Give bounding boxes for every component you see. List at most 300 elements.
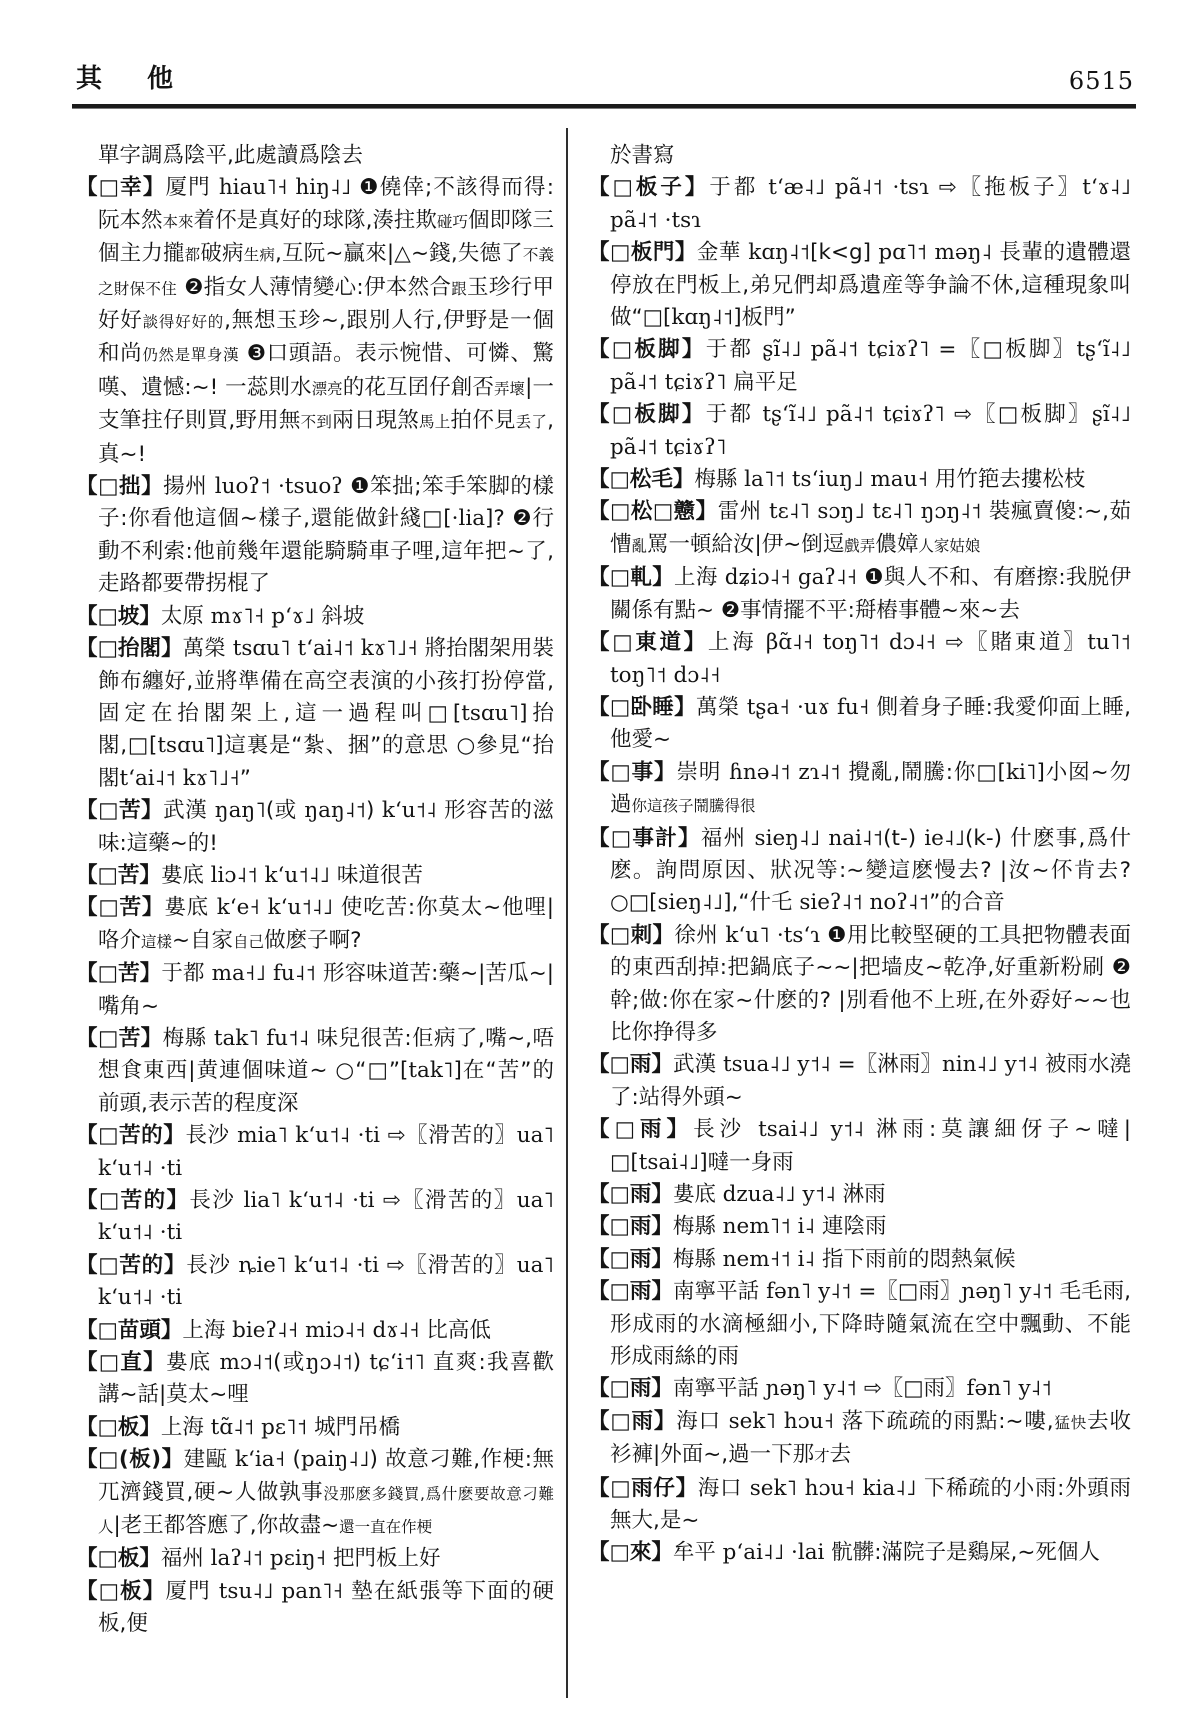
entry-text: 形容味道苦:藥~|苦瓜~|嘴角~ <box>98 961 554 1019</box>
entry-phonetic: βɑ̃˨˧ toŋ˥˦ dɔ˨˧ <box>765 630 946 656</box>
entry-phonetic: ua˥ kʻu˦˨ ·ti <box>98 1123 554 1181</box>
entry-text: ~自家 <box>172 927 234 953</box>
dictionary-entry <box>76 1444 554 1543</box>
entry-text: |一支筆拄仔則買,野用無 <box>98 374 554 434</box>
entry-text: 城門吊橋 <box>314 1414 401 1440</box>
entry-headword: 【□苦的】 <box>76 1123 186 1149</box>
entry-headword: 【□松□戆】 <box>588 499 718 525</box>
entry-headword: 【□抬閣】 <box>76 636 183 662</box>
entry-phonetic: mɔ˨˦ <box>219 1350 274 1376</box>
entry-text: ]這裏是“紮、捆”的意思 ○參見“抬閣 <box>98 733 554 791</box>
entry-phonetic: fən˥ y˨˦ <box>966 1376 1052 1402</box>
entry-text: 儂嫜 <box>875 531 919 557</box>
entry-text: 崇明 <box>676 759 730 785</box>
entry-headword: 【□事】 <box>588 759 677 785</box>
entry-text: 武漢 <box>673 1052 723 1078</box>
entry-text: 雷州 <box>717 499 770 525</box>
entry-text: 長沙 <box>693 1117 759 1143</box>
entry-headword: 【□雨仔】 <box>588 1475 698 1501</box>
entry-text: =〖淋雨〗 <box>837 1052 942 1078</box>
entry-text: ) 故意刁難,作梗:無兀濟錢買,硬~人做孰事 <box>98 1447 554 1505</box>
dictionary-entry <box>76 860 554 892</box>
entry-headword: 【□板脚】 <box>588 402 706 428</box>
entry-continuation-line <box>76 140 554 172</box>
dictionary-entry <box>588 1244 1131 1276</box>
entry-headword: 【□來】 <box>588 1540 673 1566</box>
entry-headword: 【□雨】 <box>588 1279 673 1305</box>
entry-text: 南寧平話 <box>673 1279 767 1305</box>
dictionary-entry <box>76 958 554 1023</box>
entry-gloss-small: 猛快 <box>1053 1413 1088 1432</box>
entry-text: 單字調爲陰平,此處讀爲陰去 <box>98 143 363 168</box>
entry-phonetic: kʻia˧ <box>235 1447 286 1473</box>
entry-text: 的花互囝仔創否 <box>342 374 494 400</box>
entry-phonetic: tʂʻĩ˨˩ pã˨˦ tɕiɤʔ˥ <box>610 337 1131 395</box>
entry-phonetic: paiŋ˨˩ <box>300 1447 370 1473</box>
entry-text: 形容苦的滋味:這藥~的! <box>98 798 554 856</box>
entry-text: (或 <box>273 1350 306 1376</box>
section-title: 其 他 <box>76 64 192 94</box>
entry-gloss-small: 都 <box>184 246 201 265</box>
entry-gloss-small: 才 <box>814 1447 830 1466</box>
dictionary-entry <box>588 496 1131 562</box>
entry-phonetic: ɲəŋ˥ y˨˦ <box>765 1376 864 1402</box>
dictionary-entry <box>588 823 1131 920</box>
entry-phonetic: nem˥˦ i˨ <box>722 1214 822 1240</box>
left-column <box>76 140 554 1641</box>
entry-headword: 【□(板)】 <box>76 1447 184 1473</box>
dictionary-entry <box>588 1179 1131 1211</box>
entry-phonetic: dʑiɔ˨˧ gaʔ˨˧ <box>724 565 865 591</box>
page-header <box>76 58 1134 95</box>
entry-text: 婁底 <box>672 1182 723 1207</box>
entry-phonetic: tu˥˦ toŋ˥˦ dɔ˨˧ <box>610 630 1131 688</box>
dictionary-entry <box>76 1543 554 1575</box>
entry-text: 厦門 <box>165 1578 219 1604</box>
entry-text: 裝瘋賣傻:~,茹慒 <box>610 499 1131 557</box>
entry-headword: 【□苦的】 <box>76 1188 190 1213</box>
entry-headword: 【□刺】 <box>588 922 675 948</box>
entry-text: 味道很苦 <box>336 862 423 888</box>
entry-phonetic: la˥˦ tsʻiuŋ˩ mau˧ <box>744 467 935 493</box>
entry-phonetic: tsua˨˩ y˦˨ <box>723 1052 838 1078</box>
entry-text: ⇨〖滑苦的〗 <box>387 1123 517 1149</box>
entry-phonetic: tsai˨˩ <box>638 1149 700 1175</box>
dictionary-entry <box>76 1315 554 1347</box>
entry-headword: 【□雨】 <box>588 1214 673 1240</box>
entry-phonetic: dzua˨˩ y˦˨ <box>722 1182 843 1207</box>
entry-phonetic: nem˧˦ i˨ <box>722 1246 822 1272</box>
entry-text: 連陰雨 <box>821 1214 887 1240</box>
entry-text: 于都 <box>709 175 769 201</box>
entry-gloss-small: 生病 <box>243 246 276 265</box>
entry-text: 拍伓見 <box>450 408 516 434</box>
entry-headword: 【□雨】 <box>588 1408 677 1434</box>
entry-text: ❸口頭語。表示惋惜、可憐、驚嘆、遺憾:~! 一蕊則水 <box>98 341 554 400</box>
entry-headword: 【□拙】 <box>76 474 164 500</box>
entry-headword: 【□雨】 <box>588 1117 694 1143</box>
dictionary-entry <box>588 920 1131 1050</box>
entry-text: ,無想玉珍~,跟別人行,伊野是一個和尚 <box>98 308 554 367</box>
entry-text: 比高低 <box>426 1317 491 1343</box>
entry-text: 使吃苦:你莫太~他哩|咯介 <box>98 895 554 953</box>
entry-headword: 【□板子】 <box>588 175 710 201</box>
entry-text: 味兒很苦:佢病了,嘴~,唔想食東西|黄連個味道~ ○“□”[ <box>98 1025 554 1084</box>
entry-phonetic: luoʔ˦ ·tsuoʔ <box>214 474 351 500</box>
entry-text: 金華 <box>696 240 749 266</box>
entry-phonetic: tsu˨˩ pan˥˧ <box>218 1578 352 1604</box>
dictionary-entry <box>76 1576 554 1641</box>
dictionary-entry <box>76 795 554 860</box>
right-column <box>588 140 1131 1570</box>
entry-phonetic: tʂa˧ ·uɤ fu˧ <box>746 694 877 720</box>
entry-headword: 【□軋】 <box>588 565 675 591</box>
entry-headword: 【□苦】 <box>76 862 161 888</box>
entry-text: ],“什乇 <box>723 890 800 916</box>
entry-text: 淋雨 <box>842 1182 886 1207</box>
entry-text: =〖□雨〗 <box>858 1279 962 1305</box>
entry-text: ” <box>239 765 251 791</box>
entry-phonetic: lia˥ kʻu˦˨ ·ti <box>243 1188 383 1213</box>
entry-gloss-small: 本來 <box>162 212 194 231</box>
entry-phonetic: sek˥ hɔu˧ kia˨˩ <box>749 1475 924 1501</box>
entry-phonetic: ma˧˩ fu˨˦ <box>211 961 323 987</box>
dictionary-entry <box>76 892 554 958</box>
entry-phonetic: tak˥ <box>408 1058 454 1084</box>
entry-text: 破病 <box>200 241 244 267</box>
entry-text: ❶僥倖;不該得而得:阮本然 <box>98 175 554 233</box>
entry-text: ❶用比較堅硬的工具把物體表面的東西刮掉:把鍋底子~~|把墙皮~乾净,好重新粉刷 ❷幹;做:你在家~什麽的? |別看他不上班,在外孬好~~也比你挣得多 <box>610 922 1131 1045</box>
entry-text: 梅縣 <box>694 467 745 493</box>
entry-text: ]噠一身雨 <box>699 1149 794 1175</box>
entry-text: 梅縣 <box>162 1025 214 1051</box>
dictionary-entry <box>588 399 1131 464</box>
entry-phonetic: sek˥ hɔu˧ <box>728 1408 842 1434</box>
entry-text: ⇨〖賭東道〗 <box>945 630 1088 656</box>
entry-text: 福州 <box>700 825 755 851</box>
entry-text: ”的合音 <box>929 890 1005 916</box>
entry-gloss-small: 還一直在作梗 <box>339 1518 433 1537</box>
entry-headword: 【□事計】 <box>588 825 701 851</box>
entry-text: 被雨水澆了:站得外頭~ <box>610 1052 1131 1110</box>
entry-phonetic: tʂʻĩ˨˩ pã˨˦ tɕiɤʔ˥ <box>762 402 954 428</box>
entry-text: 上海 <box>182 1317 233 1343</box>
entry-phonetic: kʻu˥ ·tsʻɿ <box>725 922 828 948</box>
entry-text: 攪亂,鬧騰:你□[ <box>848 759 1006 785</box>
entry-text: 罵一頓給汝|伊~倒逗 <box>647 531 845 557</box>
dictionary-entry <box>588 1473 1131 1538</box>
entry-phonetic: kɑŋ˨˦ <box>671 305 734 331</box>
entry-gloss-small: 丢了 <box>515 413 548 432</box>
entry-phonetic: kʻe˧ kʻu˦˨˩ <box>216 895 341 921</box>
entry-gloss-small: 亂 <box>631 536 648 555</box>
entry-text: ⇨〖滑苦的〗 <box>386 1252 517 1278</box>
entry-phonetic: pɑ˥˦ məŋ˨ <box>878 240 1000 266</box>
entry-gloss-small: 談得好好的 <box>142 313 225 332</box>
entry-gloss-small: 跟 <box>451 279 468 298</box>
entry-phonetic: tʻæ˨˩ pã˨˦ ·tsɿ <box>768 175 939 201</box>
entry-text: 上海 <box>674 565 725 591</box>
entry-headword: 【□直】 <box>76 1350 166 1376</box>
entry-text: 玉珍行甲好好 <box>98 274 554 334</box>
entry-phonetic: ɲəŋ˥ y˨˦ <box>961 1279 1060 1305</box>
dictionary-entry <box>588 1211 1131 1243</box>
entry-headword: 【□幸】 <box>76 175 166 201</box>
entry-text: ⇨〖滑苦的〗 <box>382 1188 517 1213</box>
entry-text: ]板門” <box>733 305 796 331</box>
entry-phonetic: mia˥ kʻu˦˨ ·ti <box>237 1123 388 1149</box>
entry-text: =〖□板脚〗 <box>938 337 1077 363</box>
entry-headword: 【□雨】 <box>588 1182 673 1207</box>
dictionary-entry <box>588 334 1131 399</box>
entry-headword: 【□板】 <box>76 1578 166 1604</box>
entry-text: 太原 <box>160 603 211 629</box>
entry-text: 扁平足 <box>733 369 798 395</box>
dictionary-entry <box>76 1120 554 1185</box>
entry-text: ,真~! <box>98 408 554 467</box>
entry-gloss-small: 馬上 <box>419 413 451 432</box>
entry-text: 直爽:我喜歡講~話|莫太~哩 <box>98 1350 554 1408</box>
entry-text: 把門板上好 <box>333 1546 441 1572</box>
entry-text: ❶笨拙;笨手笨脚的樣子:你看他這個~樣子,還能做針綫□[ <box>98 474 554 532</box>
entry-text: ⇨〖拖板子〗 <box>938 175 1083 201</box>
dictionary-entry <box>588 464 1131 496</box>
entry-phonetic: fən˥ y˨˦ <box>766 1279 859 1305</box>
entry-text: 海口 <box>697 1475 750 1501</box>
entry-gloss-small: 没那麽多錢買,爲什麽要故意刁難人 <box>98 1484 554 1537</box>
entry-phonetic: ua˥ kʻu˦˨ ·ti <box>98 1188 554 1246</box>
entry-text: 于都 <box>705 402 763 428</box>
entry-phonetic: tsai˨˩ y˦˨ <box>758 1117 876 1143</box>
entry-headword: 【□板】 <box>76 1546 161 1572</box>
entry-text: ❷指女人薄情變心:伊本然合 <box>177 274 452 300</box>
dictionary-entry <box>588 1114 1131 1179</box>
entry-phonetic: kʻu˦˨ <box>381 798 445 824</box>
entry-headword: 【□苦的】 <box>76 1252 187 1278</box>
entry-text: ⇨〖□板脚〗 <box>953 402 1092 428</box>
entry-text: 于都 <box>705 337 763 363</box>
entry-gloss-small: 弄壞 <box>493 379 526 398</box>
entry-text: 于都 <box>161 961 212 987</box>
entry-text: 福州 <box>160 1546 211 1572</box>
entry-text: 將抬閣架用裝飾布纏好,並將準備在高空表演的小孩打扮停當,固定在抬閣架上,這一過程叫□[ <box>98 636 554 726</box>
entry-text: 武漢 <box>163 798 215 824</box>
dictionary-entry <box>76 601 554 633</box>
column-divider <box>566 128 568 1698</box>
dictionary-entry <box>76 1023 554 1120</box>
entry-phonetic: ŋɔ˨˦ <box>305 1350 353 1376</box>
entry-phonetic: laʔ˨˦ pɛiŋ˧ <box>210 1546 333 1572</box>
entry-phonetic: bieʔ˨˧ miɔ˨˧ dɤ˨˧ <box>232 1317 427 1343</box>
dictionary-entry <box>588 1049 1131 1114</box>
entry-text: 長沙 <box>189 1188 244 1213</box>
entry-phonetic: ·lia <box>451 506 486 532</box>
dictionary-entry <box>76 1412 554 1444</box>
entry-phonetic: ki˥ <box>1005 759 1037 785</box>
entry-phonetic: tʻai˨˦ kɤ˥˩˧ <box>119 765 240 791</box>
entry-text: 婁底 <box>164 895 217 921</box>
entry-phonetic: nin˨˩ y˦˨ <box>941 1052 1045 1078</box>
entry-text: 海口 <box>676 1408 729 1434</box>
entry-text: 着伓是真好的球隊,湊拄欺 <box>193 207 437 233</box>
dictionary-entry <box>588 237 1131 334</box>
entry-text: ]小囡~勿過 <box>610 759 1131 818</box>
entry-gloss-small: 不到 <box>300 413 333 432</box>
header-rule <box>72 104 1136 109</box>
entry-text: |老王都答應了,你故盡~ <box>113 1513 340 1539</box>
entry-text: 萬榮 <box>695 694 747 720</box>
entry-text: 揚州 <box>163 474 215 500</box>
dictionary-entry <box>588 627 1131 692</box>
entry-phonetic: tak˥ fu˦˨ <box>213 1025 317 1051</box>
dictionary-entry <box>588 172 1131 237</box>
entry-text: 梅縣 <box>672 1214 723 1240</box>
entry-phonetic: ua˥ kʻu˦˨ ·ti <box>98 1252 555 1311</box>
dictionary-entry <box>588 757 1131 823</box>
entry-phonetic: sieŋ˨˩ nai˨˦ <box>754 825 884 851</box>
entry-text: 骯髒:滿院子是鷄屎,~死個人 <box>831 1540 1100 1566</box>
entry-phonetic: tsɑu˥ <box>157 733 216 759</box>
entry-phonetic: ŋaŋ˥ <box>214 798 266 824</box>
entry-text: 婁底 <box>165 1350 220 1376</box>
dictionary-entry <box>588 1276 1131 1373</box>
entry-gloss-small: 漂亮 <box>311 379 343 398</box>
entry-continuation-line <box>588 140 1131 172</box>
dictionary-entry <box>76 1185 554 1250</box>
entry-headword: 【□松毛】 <box>588 467 695 493</box>
entry-phonetic: tɕʻi˦˥ <box>369 1350 433 1376</box>
entry-headword: 【□坡】 <box>76 603 161 629</box>
entry-text: 斜坡 <box>321 603 365 629</box>
page-number: 6515 <box>1068 67 1134 95</box>
entry-text: 去收衫褲|外面~,過一下那 <box>610 1408 1131 1468</box>
entry-text: 徐州 <box>674 922 726 948</box>
entry-phonetic: hiau˥˧ hiŋ˨˩ <box>218 175 360 201</box>
entry-text: ) <box>366 798 382 824</box>
entry-headword: 【□苗頭】 <box>76 1317 183 1343</box>
entry-text: 個即隊三個主力攏 <box>98 207 554 267</box>
entry-headword: 【□苦】 <box>76 961 162 987</box>
entry-phonetic: mɤ˥˧ pʻɤ˩ <box>210 603 322 629</box>
entry-text: ]在“苦”的前頭,表示苦的程度深 <box>98 1058 554 1116</box>
entry-text: [k<g] <box>810 240 879 266</box>
entry-text: ]抬閣,□[ <box>98 700 554 759</box>
dictionary-entry <box>76 471 554 601</box>
entry-text: 建甌 <box>183 1447 236 1473</box>
entry-text: 於書寫 <box>610 143 675 168</box>
entry-headword: 【□苦】 <box>76 895 165 921</box>
entry-phonetic: ȵie˥ kʻu˦˨ ·ti <box>238 1252 387 1278</box>
entry-text: 長輩的遺體還停放在門板上,弟兄們却爲遺産等争論不休,這種現象叫做“□[ <box>610 240 1131 331</box>
entry-text: ) <box>352 1350 370 1376</box>
entry-headword: 【□板】 <box>76 1414 161 1440</box>
entry-text: 上海 <box>707 630 766 656</box>
entry-text: 落下疏疏的雨點:~嘍, <box>841 1408 1054 1434</box>
entry-gloss-small: 不義之財保不住 <box>98 246 554 298</box>
dictionary-entry <box>588 1373 1131 1405</box>
entry-text: 淋雨:莫讓細伢子~噠|□[ <box>610 1117 1131 1175</box>
entry-text: (或 <box>265 798 305 824</box>
entry-phonetic: tɑ̃˨˦ pɛ˥˦ <box>210 1414 315 1440</box>
entry-phonetic: liɔ˨˦ kʻu˦˨˩ <box>210 862 337 888</box>
entry-text: 厦門 <box>165 175 219 201</box>
entry-text: (t-) <box>883 825 925 851</box>
entry-gloss-small: 這樣 <box>141 932 173 951</box>
entry-phonetic: ɦnə˨˦ zɿ˨˦ <box>729 759 849 785</box>
entry-headword: 【□雨】 <box>588 1246 673 1272</box>
entry-text: ( <box>285 1447 301 1473</box>
entry-text: 墊在紙張等下面的硬板,便 <box>98 1578 554 1637</box>
entry-text: 去 <box>829 1442 852 1468</box>
entry-text: 上海 <box>160 1414 211 1440</box>
entry-phonetic: ŋaŋ˨˦ <box>304 798 367 824</box>
entry-phonetic: kɑŋ˨˦ <box>748 240 811 266</box>
entry-text: 兩日現煞 <box>332 408 420 434</box>
entry-text: ⇨〖□雨〗 <box>863 1376 967 1402</box>
entry-gloss-small: 你這孩子鬧騰得很 <box>631 797 756 816</box>
entry-phonetic: sieŋ˨˩ <box>657 890 724 916</box>
dictionary-entry <box>588 692 1131 757</box>
entry-phonetic: tʻɤ˨˩ pã˨˦ ·tsɿ <box>610 175 1131 233</box>
entry-phonetic: tsɑu˥ tʻai˨˦ kɤ˥˩˧ <box>232 636 425 662</box>
dictionary-entry <box>588 1406 1131 1473</box>
entry-text: 指下雨前的悶熱氣候 <box>821 1246 1016 1272</box>
entry-phonetic: sieʔ˨˦ noʔ˨˦ <box>799 890 930 916</box>
entry-phonetic: ʂĩ˨˩ pã˨˦ tɕiɤʔ˥ <box>762 337 939 363</box>
entry-text: 婁底 <box>160 862 211 888</box>
entry-text: 下稀疏的小雨:外頭雨無大,是~ <box>610 1475 1131 1534</box>
dictionary-entry <box>76 1250 554 1315</box>
entry-text: 長沙 <box>185 1123 238 1149</box>
entry-gloss-small: 戲弄 <box>844 536 876 555</box>
entry-text: 用竹筢去摟松枝 <box>934 467 1086 493</box>
entry-gloss-small: 碰巧 <box>436 212 468 231</box>
entry-headword: 【□苦】 <box>76 1025 163 1051</box>
entry-gloss-small: 人家姑娘 <box>918 536 981 555</box>
entry-text: ,互阮~贏來|△~錢,失德了 <box>275 241 523 267</box>
entry-text: 側着身子睡:我愛仰面上睡,他愛~ <box>610 694 1131 753</box>
entry-text: 南寧平話 <box>672 1376 766 1402</box>
entry-text: ❶與人不和、有磨擦:我脱伊關係有點~ ❷事情擺不平:搿樁事體~來~去 <box>610 565 1131 623</box>
dictionary-entry <box>588 562 1131 627</box>
entry-text: 梅縣 <box>672 1246 723 1272</box>
entry-text: 牟平 <box>672 1540 723 1566</box>
entry-headword: 【□板脚】 <box>588 337 706 363</box>
entry-headword: 【□東道】 <box>588 630 708 656</box>
dictionary-entry <box>76 633 554 795</box>
entry-headword: 【□雨】 <box>588 1376 673 1402</box>
entry-gloss-small: 仍然是單身漢 <box>142 346 240 365</box>
entry-text: (k-) 什麽事,爲什麽。詢問原因、狀况等:~變這麽慢去? |汝~伓肯去? ○□[ <box>610 825 1131 916</box>
entry-headword: 【□卧睡】 <box>588 694 696 720</box>
entry-headword: 【□板門】 <box>588 240 697 266</box>
entry-phonetic: ie˨˩ <box>924 825 966 851</box>
entry-text: 長沙 <box>186 1252 239 1278</box>
entry-phonetic: tɛ˨˥ sɔŋ˩ tɛ˨˥ ŋɔŋ˨˦ <box>769 499 989 525</box>
entry-text: ]? ❷行動不利索:他前幾年還能騎騎車子哩,這年把~了,走路都要帶拐棍了 <box>98 506 554 597</box>
dictionary-entry <box>76 1347 554 1412</box>
entry-text: 做麽子啊? <box>264 927 362 953</box>
dictionary-entry <box>588 1537 1131 1569</box>
entry-phonetic: tsɑu˥ <box>461 700 520 726</box>
entry-phonetic: ʂĩ˨˩ pã˨˦ tɕiɤʔ˥ <box>610 402 1131 460</box>
entry-headword: 【□苦】 <box>76 798 164 824</box>
entry-phonetic: pʻai˨˩ ·lai <box>722 1540 832 1566</box>
entry-headword: 【□雨】 <box>588 1052 674 1078</box>
dictionary-entry <box>76 172 554 471</box>
entry-text: 毛毛雨,形成雨的水滴極細小,下降時隨氣流在空中飄動、不能形成雨絲的雨 <box>610 1279 1131 1370</box>
entry-text: 萬榮 <box>182 636 233 662</box>
